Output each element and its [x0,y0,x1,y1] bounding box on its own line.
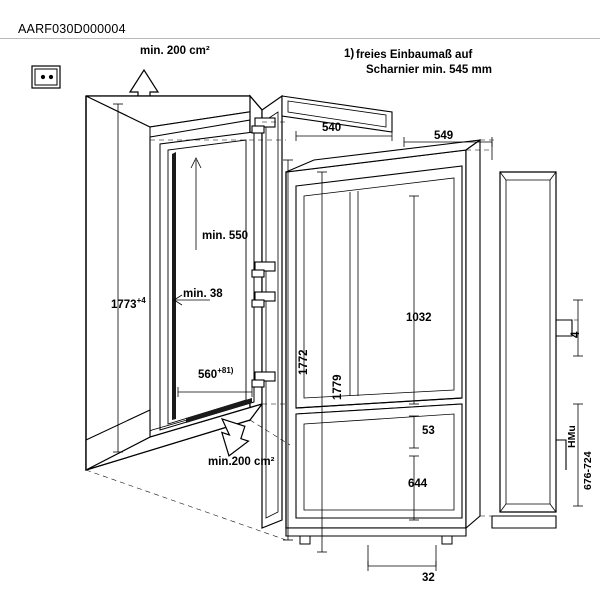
dim-1032: 1032 [406,312,432,324]
dim-1773: $1773^{+4}$ [111,296,146,311]
dim-560: $560^{+81)}$ [198,366,234,381]
appliance-body [286,140,480,544]
hmu-range: 676-724 [582,451,594,490]
power-socket-icon [32,66,60,88]
dim-min-38: min. 38 [183,288,223,300]
hinge-note-line1: freies Einbaumaß auf [356,49,473,61]
drawing-code: AARF030D000004 [18,22,126,36]
dim-1772: 1772 [298,349,310,375]
hinge-note-marker: 1) [344,48,355,60]
dim-644: 644 [408,478,428,490]
hmu-label: HMu [566,425,578,448]
niche-cabinet [86,96,262,470]
dim-4: 4 [570,331,582,338]
dim-53: 53 [422,425,435,437]
vent-top-label: min. 200 cm² [140,45,210,57]
dim-min-550: min. 550 [202,230,249,242]
dim-32: 32 [422,572,435,584]
dim-549: 549 [434,130,454,142]
hinge-detail-view [492,172,572,528]
hinge-note-line2: Scharnier min. 545 mm [366,64,492,76]
dim-1779: 1779 [332,374,344,400]
vent-bottom-label: min.200 cm² [208,456,275,468]
dim-540: 540 [322,122,342,134]
